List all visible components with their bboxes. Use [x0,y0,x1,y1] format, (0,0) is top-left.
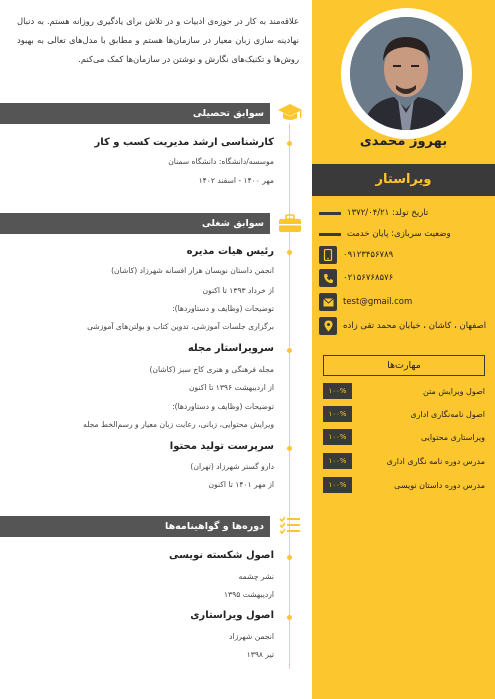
skill-item [323,477,485,493]
timeline-dot [287,348,292,353]
info-phone [319,268,487,288]
skill-label: ویراستاری محتوایی [420,432,485,442]
course-title: اصول شکسته نویسی [168,550,274,561]
timeline-dot [287,615,292,620]
course-org: انجمن شهرزاد [229,632,274,641]
courses-section-header [0,516,270,537]
email-text[interactable]: test@gmail.com [343,297,413,307]
phone-text[interactable]: ۰۲۱۵۶۷۶۸۵۷۶ [343,273,394,283]
education-degree: کارشناسی ارشد مدیریت کسب و کار [94,137,274,148]
info-mobile [319,245,487,265]
profile-photo-frame [341,8,472,139]
job-company: دارو گستر شهرزاد (تهران) [190,462,274,471]
course-title: اصول ویراستاری [190,610,274,621]
job-date: از خرداد ۱۳۹۳ تا اکنون [202,286,274,295]
education-section-title: سوابق تحصیلی [192,108,264,119]
job-date: از اردیبهشت ۱۳۹۶ تا اکنون [188,383,274,392]
dash-icon [319,233,341,236]
job-desc-label: توضیحات (وظایف و دستاوردها): [172,402,274,411]
work-section-title: سوابق شغلی [201,218,264,229]
courses-section-title: دوره‌ها و گواهینامه‌ها [165,521,264,532]
location-pin-icon [319,317,337,335]
skill-level-bar: ۱۰۰% [323,406,352,422]
address-text: اصفهان ، کاشان ، خیابان محمد تقی زاده [343,321,487,331]
education-date: مهر ۱۴۰۰ - اسفند ۱۴۰۲ [198,176,274,185]
job-company: مجله فرهنگی و هنری کاج سبز (کاشان) [149,365,274,374]
course-date: اردیبهشت ۱۳۹۵ [223,590,274,599]
course-date: تیر ۱۳۹۸ [246,650,274,659]
dash-icon [319,212,341,215]
info-address [319,316,487,336]
profile-photo [350,17,463,130]
skill-level-bar: ۱۰۰% [323,383,352,399]
timeline-dot [287,250,292,255]
job-company: انجمن داستان نویسان هزار افسانه شهرزاد (کاشان) [111,266,274,275]
profile-name: بهروز محمدی [359,134,448,149]
skill-level-bar: ۱۰۰% [323,477,352,493]
mobile-text[interactable]: ۰۹۱۲۳۴۵۶۷۸۹ [343,250,394,260]
checklist-icon [276,514,304,538]
skill-item [323,453,485,469]
job-desc: ویرایش محتوایی، زبانی، رعایت زبان معیار و رسم‌الخط مجله [83,420,274,429]
job-title: سرپرست تولید محتوا [169,441,274,452]
envelope-icon [319,293,337,311]
job-desc-label: توضیحات (وظایف و دستاوردها): [172,304,274,313]
skill-item [323,429,485,445]
about-paragraph: علاقه‌مند به کار در حوزه‌ی ادبیات و در تلاش برای یادگیری روزانه هستم. به دنبال نهادینه سازی زبان معیار در سازمان‌ها هستم و مطابق با مدل‌های تعالی به بهبود روش‌ها و تکنیک‌های نگارش و نوشتن در سازمان‌ها کمک می‌کنم. [17,16,299,64]
profile-role: ویراستار [312,164,495,196]
phone-icon [319,269,337,287]
timeline-dot [287,446,292,451]
work-section-header [0,213,270,234]
skill-label: اصول ویرایش متن [423,386,485,396]
job-date: از مهر ۱۴۰۱ تا اکنون [208,480,274,489]
course-org: نشر چشمه [238,572,274,581]
info-birth [319,203,487,223]
job-desc: برگزاری جلسات آموزشی، تدوین کتاب و بولتن‌های آموزشی [87,322,274,331]
timeline-dot [287,141,292,146]
graduation-cap-icon [276,101,304,125]
military-text: وضعیت سربازی: پایان خدمت [347,229,451,239]
skill-label: مدرس دوره نامه نگاری اداری [386,456,485,466]
info-military [319,224,487,244]
birth-text: تاریخ تولد: ۱۳۷۲/۰۴/۲۱ [347,208,429,218]
portrait-image [350,17,463,130]
job-title: رئیس هیات مدیره [186,246,274,257]
briefcase-icon [276,211,304,235]
sidebar [312,0,495,699]
timeline-line [289,124,290,669]
skill-label: اصول نامه‌نگاری اداری [410,409,485,419]
skill-label: مدرس دوره داستان نویسی [394,480,485,490]
education-section-header [0,103,270,124]
job-title: سرویراستار مجله [187,343,274,354]
skill-level-bar: ۱۰۰% [323,429,352,445]
info-email [319,292,487,312]
timeline-dot [287,555,292,560]
skill-item [323,406,485,422]
mobile-phone-icon [319,246,337,264]
skills-title: مهارت‌ها [323,355,485,376]
education-institution: موسسه/دانشگاه: دانشگاه سمنان [168,157,274,166]
skill-level-bar: ۱۰۰% [323,453,352,469]
skill-item [323,383,485,399]
